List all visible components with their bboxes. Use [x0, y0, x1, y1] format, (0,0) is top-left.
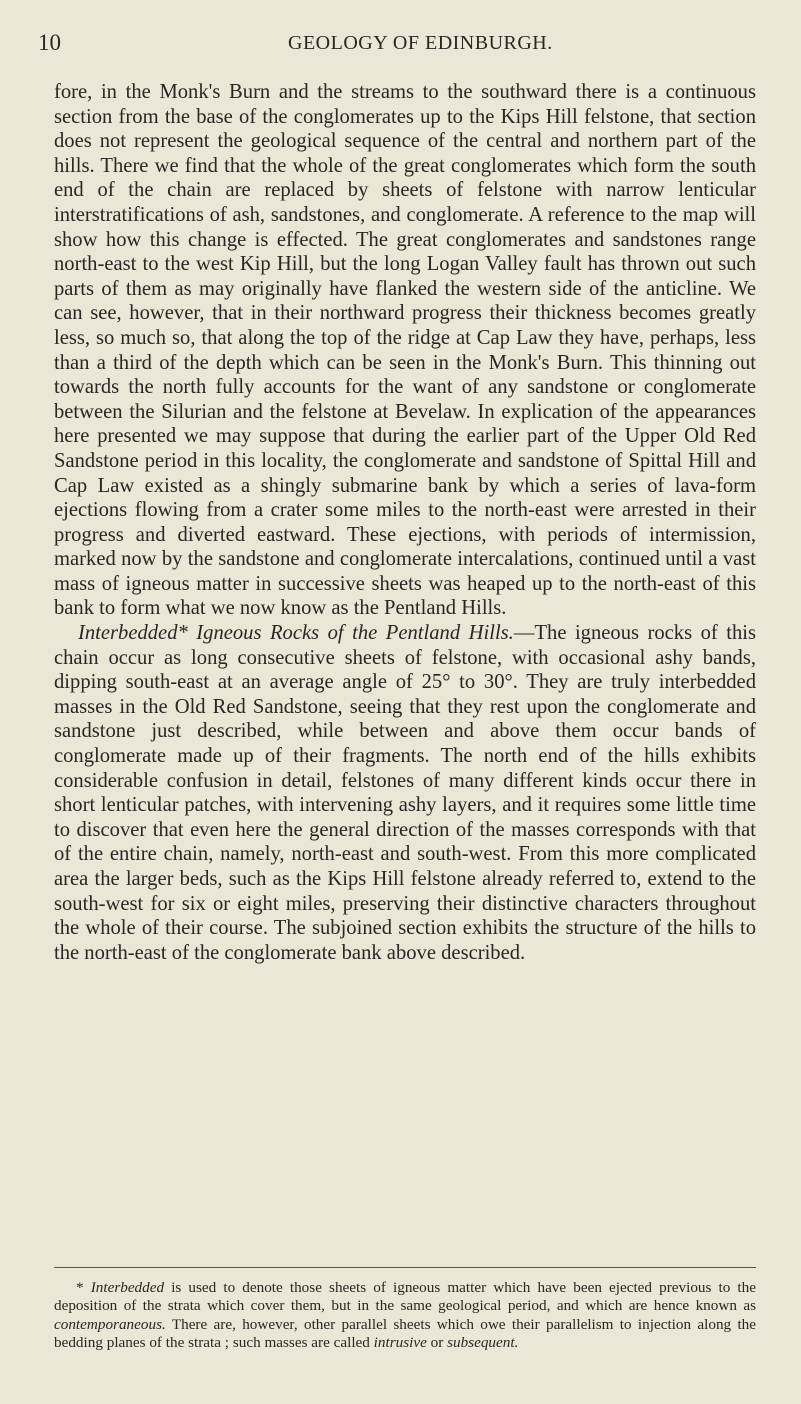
paragraph: [54, 621, 756, 965]
footnote-divider: [54, 1267, 756, 1268]
footnote-marker: *: [76, 1279, 91, 1296]
paragraph-text: —The igneous rocks of this chain occur as long consecutive sheets of felstone, with occasional ashy bands, dipping south-east at an average angle of 25° to 30°. They are truly interbedded masses in the Old Red Sandstone, seeing that they rest upon the conglomerate and sandstone just described, while between and above them occur bands of conglomerate made up of their fragments. The north end of the hills exhibits considerable confusion in detail, felstones of many different kinds occur there in short lenticular patches, with intervening ashy layers, and it requires some little time to discover that even here the general direction of the masses corresponds with that of the entire chain, namely, north-east and south-west. From this more complicated area the larger beds, such as the Kips Hill felstone already referred to, extend to the south-west for six or eight miles, preserving their distinctive characters throughout the whole of their course. The subjoined section exhibits the structure of the hills to the north-east of the conglomerate bank above described.: [54, 622, 756, 964]
main-text: [54, 80, 756, 965]
footnote-text: [54, 1279, 756, 1352]
page-number: 10: [38, 30, 61, 55]
footnote: [54, 1279, 756, 1352]
running-title: GEOLOGY OF EDINBURGH.: [288, 32, 553, 54]
footnote-term: Interbedded: [90, 1279, 165, 1296]
section-heading: Interbedded* Igneous Rocks of the Pentland Hills.: [78, 622, 514, 645]
footnote-text-part: or: [426, 1333, 448, 1351]
footnote-term: contemporaneous.: [54, 1315, 166, 1333]
page-header: [38, 30, 778, 56]
footnote-text-part: is used to denote those sheets of igneous matter which have been ejected previous to the deposition of the strata which cover them, but in the same geological period, and which are hence known as: [54, 1279, 756, 1315]
paragraph: fore, in the Monk's Burn and the streams to the southward there is a continuous section from the base of the conglomerates up to the Kips Hill felstone, that section does not represent the geological sequence of the central and northern part of the hills. There we find that the whole of the great conglomerates which form the south end of the chain are replaced by sheets of felstone with narrow lenticular interstratifications of ash, sandstones, and conglomerate. A reference to the map will show how this change is effected. The great conglomerates and sandstones range north-east to the west Kip Hill, but the long Logan Valley fault has thrown out such parts of them as may originally have flanked the western side of the anticline. We can see, however, that in their northward progress their thickness becomes greatly less, so much so, that along the top of the ridge at Cap Law they have, perhaps, less than a third of the depth which can be seen in the Monk's Burn. This thinning out towards the north fully accounts for the want of any sandstone or conglomerate between the Silurian and the felstone at Bevelaw. In explication of the appearances here presented we may suppose that during the earlier part of the Upper Old Red Sandstone period in this locality, the conglomerate and sandstone of Spittal Hill and Cap Law existed as a shingly submarine bank by which a series of lava-form ejections flowing from a crater some miles to the north-east were arrested in their progress and diverted eastward. These ejections, with periods of intermission, marked now by the sandstone and conglomerate intercalations, continued until a vast mass of igneous matter in successive sheets was heaped up to the north-east of this bank to form what we now know as the Pentland Hills.: [54, 81, 756, 620]
footnote-text-part: There are, however, other parallel sheets which owe their parallelism to injection along the bedding planes of the strata ; such masses are called: [54, 1315, 756, 1351]
footnote-term: subsequent.: [447, 1333, 519, 1351]
footnote-term: intrusive: [373, 1333, 427, 1351]
